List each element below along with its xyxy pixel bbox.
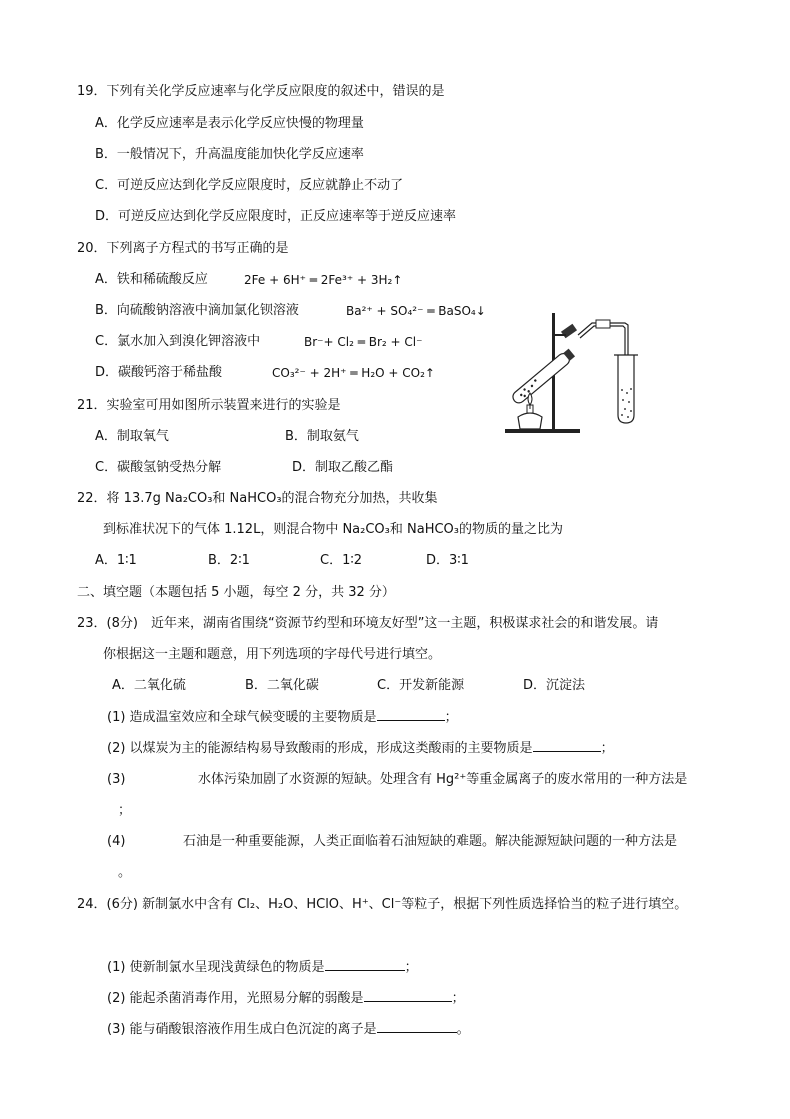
q19-option-c: C．可逆反应达到化学反应限度时，反应就静止不动了 bbox=[95, 178, 404, 193]
q23-part1-text: (1) 造成温室效应和全球气候变暖的主要物质是 bbox=[107, 710, 377, 725]
lab-apparatus-figure bbox=[500, 305, 650, 440]
q23-part3-num: (3) bbox=[107, 772, 126, 787]
q20-stem: 20．下列离子方程式的书写正确的是 bbox=[77, 241, 289, 256]
q24-part2-text: (2) 能起杀菌消毒作用，光照易分解的弱酸是 bbox=[107, 991, 364, 1006]
q23-part3-end: ； bbox=[118, 803, 132, 818]
q21-option-b: B．制取氨气 bbox=[285, 429, 359, 444]
q22-option-b: B．2∶1 bbox=[208, 553, 250, 568]
q20-equation-a: 2Fe + 6H⁺ ═ 2Fe³⁺ + 3H₂↑ bbox=[244, 273, 403, 287]
q23-part1-end: ； bbox=[444, 710, 458, 725]
q19-stem: 19．下列有关化学反应速率与化学反应限度的叙述中，错误的是 bbox=[77, 84, 445, 99]
section-heading: 二、填空题（本题包括 5 小题，每空 2 分，共 32 分） bbox=[77, 585, 395, 600]
q23-part4-end: 。 bbox=[118, 865, 132, 880]
q23-stem-line1: 23．(8分) 近年来，湖南省围绕“资源节约型和环境友好型”这一主题，积极谋求社会的和谐发展。请 bbox=[77, 616, 659, 631]
q23-option-b: B．二氧化碳 bbox=[245, 678, 319, 693]
q23-part2 bbox=[107, 739, 614, 758]
q24-part1 bbox=[107, 958, 418, 977]
q24-part3-blank[interactable] bbox=[377, 1020, 457, 1033]
q24-part2-blank[interactable] bbox=[364, 989, 452, 1002]
q19-option-b: B．一般情况下，升高温度能加快化学反应速率 bbox=[95, 147, 364, 162]
q20-option-b: B．向硫酸钠溶液中滴加氯化钡溶液 bbox=[95, 303, 299, 318]
q23-option-c: C．开发新能源 bbox=[377, 678, 465, 693]
q24-stem: 24．(6分) 新制氯水中含有 Cl₂、H₂O、HClO、H⁺、Cl⁻等粒子，根据下列性质选择恰当的粒子进行填空。 bbox=[77, 897, 688, 912]
q24-part2 bbox=[107, 989, 465, 1008]
q20-equation-c: Br⁻+ Cl₂ ═ Br₂ + Cl⁻ bbox=[304, 335, 423, 349]
q20-option-c: C．氯水加入到溴化钾溶液中 bbox=[95, 334, 261, 349]
q23-stem-line2: 你根据这一主题和题意，用下列选项的字母代号进行填空。 bbox=[103, 647, 442, 662]
q24-part1-end: ； bbox=[404, 960, 418, 975]
q24-part2-end: ； bbox=[451, 991, 465, 1006]
q24-part1-blank[interactable] bbox=[325, 958, 405, 971]
q20-option-d: D．碳酸钙溶于稀盐酸 bbox=[95, 365, 223, 380]
q23-part1 bbox=[107, 708, 458, 727]
q22-option-c: C．1∶2 bbox=[320, 553, 363, 568]
q20-option-a: A．铁和稀硫酸反应 bbox=[95, 272, 208, 287]
q22-stem-line2: 到标准状况下的气体 1.12L，则混合物中 Na₂CO₃和 NaHCO₃的物质的量之比为 bbox=[103, 522, 563, 537]
q24-part3 bbox=[107, 1020, 470, 1039]
q24-part1-text: (1) 使新制氯水呈现浅黄绿色的物质是 bbox=[107, 960, 325, 975]
q23-part4-text: 石油是一种重要能源，人类正面临着石油短缺的难题。解决能源短缺问题的一种方法是 bbox=[183, 834, 678, 849]
q22-option-a: A．1∶1 bbox=[95, 553, 137, 568]
q23-part3-text: 水体污染加剧了水资源的短缺。处理含有 Hg²⁺等重金属离子的废水常用的一种方法是 bbox=[198, 772, 688, 787]
q21-option-a: A．制取氧气 bbox=[95, 429, 169, 444]
q21-stem: 21．实验室可用如图所示装置来进行的实验是 bbox=[77, 398, 341, 413]
q23-option-d: D．沉淀法 bbox=[523, 678, 586, 693]
q23-part2-end: ； bbox=[600, 741, 614, 756]
q21-option-c: C．碳酸氢钠受热分解 bbox=[95, 460, 222, 475]
q23-part4-num: (4) bbox=[107, 834, 126, 849]
q22-stem-line1: 22．将 13.7g Na₂CO₃和 NaHCO₃的混合物充分加热，共收集 bbox=[77, 491, 438, 506]
q20-equation-d: CO₃²⁻ + 2H⁺ ═ H₂O + CO₂↑ bbox=[272, 366, 435, 380]
q23-part2-blank[interactable] bbox=[533, 739, 601, 752]
q23-part2-text: (2) 以煤炭为主的能源结构易导致酸雨的形成，形成这类酸雨的主要物质是 bbox=[107, 741, 533, 756]
q23-part1-blank[interactable] bbox=[377, 708, 445, 721]
q24-part3-end: 。 bbox=[456, 1022, 470, 1037]
q22-option-d: D．3∶1 bbox=[426, 553, 469, 568]
q21-option-d: D．制取乙酸乙酯 bbox=[292, 460, 394, 475]
q19-option-a: A．化学反应速率是表示化学反应快慢的物理量 bbox=[95, 116, 364, 131]
q20-equation-b: Ba²⁺ + SO₄²⁻ ═ BaSO₄↓ bbox=[346, 304, 486, 318]
q19-option-d: D．可逆反应达到化学反应限度时，正反应速率等于逆反应速率 bbox=[95, 209, 457, 224]
q24-part3-text: (3) 能与硝酸银溶液作用生成白色沉淀的离子是 bbox=[107, 1022, 377, 1037]
q23-option-a: A．二氧化硫 bbox=[112, 678, 186, 693]
